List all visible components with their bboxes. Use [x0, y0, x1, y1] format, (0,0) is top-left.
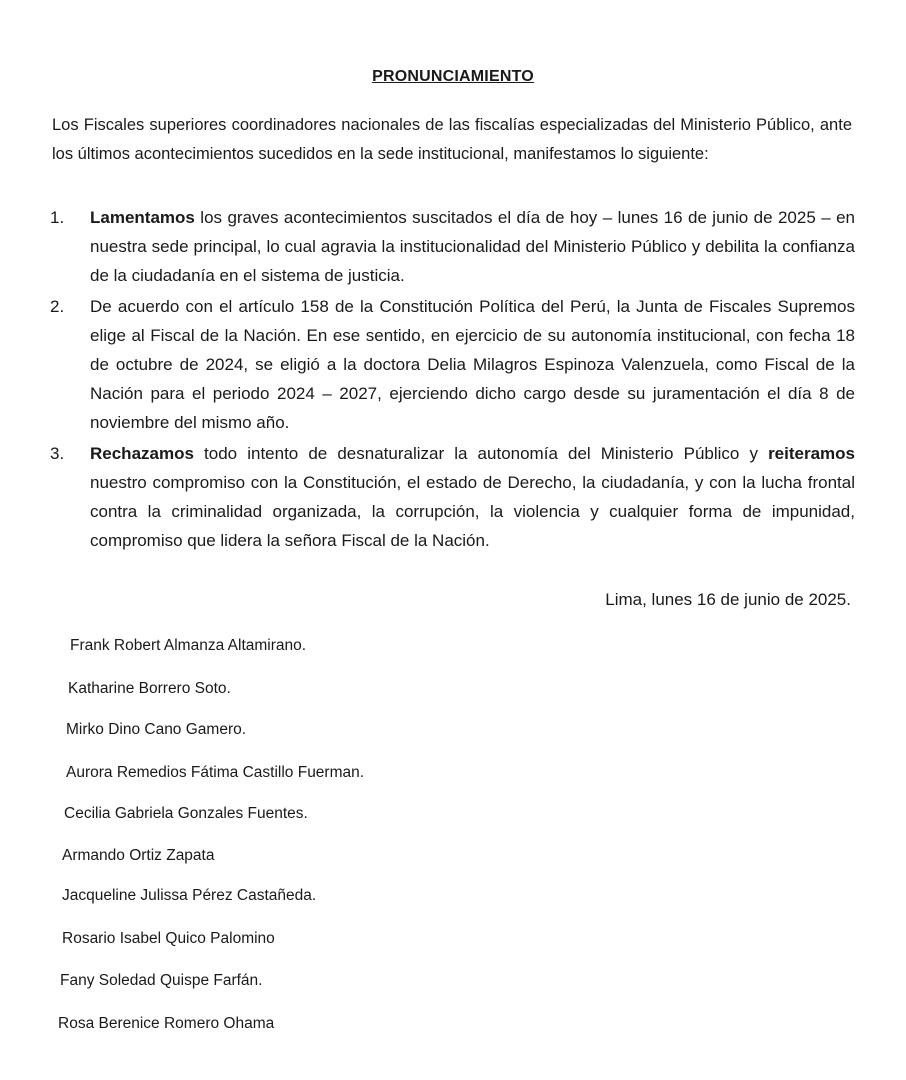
signer-name: Frank Robert Almanza Altamirano. [70, 637, 307, 654]
point-number: 3. [50, 444, 65, 463]
point-number: 2. [50, 297, 65, 316]
point-body: todo intento de desnaturalizar la autonomía del Ministerio Público y [193, 444, 769, 463]
point-bold: reiteramos [768, 444, 855, 463]
signer-name: Aurora Remedios Fátima Castillo Fuerman. [66, 764, 365, 781]
point-3 [45, 439, 855, 555]
intro-paragraph: Los Fiscales superiores coordinadores nacionales de las fiscalías especializadas del Ministerio Público, ante los últimos acontecimientos sucedidos en la sede institucional, manifestamos lo siguiente: [52, 116, 852, 163]
point-text: De acuerdo con el artículo 158 de la Constitución Política del Perú, la Junta de Fiscales Supremos elige al Fiscal de la Nación. En ese sentido, en ejercicio de su autonomía institucional, con fecha 18 de octubre de 2024, se eligió a la doctora Delia Milagros Espinoza Valenzuela, como Fiscal de la Nación para el periodo 2024 – 2027, ejerciendo dicho cargo desde su juramentación el día 8 de noviembre del mismo año. [90, 297, 855, 432]
signer-name: Jacqueline Julissa Pérez Castañeda. [62, 887, 317, 904]
point-2 [45, 292, 855, 437]
point-body: nuestro compromiso con la Constitución, el estado de Derecho, la ciudadanía, y con la lucha frontal contra la criminalidad organizada, la corrupción, la violencia y cualquier forma de impunidad, compromiso que lidera la señora Fiscal de la Nación. [90, 473, 855, 550]
document-title: PRONUNCIAMIENTO [372, 68, 534, 85]
point-1 [45, 203, 855, 290]
signer-name: Fany Soledad Quispe Farfán. [60, 972, 263, 989]
point-text [90, 439, 855, 555]
signer-name: Katharine Borrero Soto. [68, 680, 231, 697]
signer-name: Rosa Berenice Romero Ohama [58, 1015, 275, 1032]
point-body: los graves acontecimientos suscitados el día de hoy – lunes 16 de junio de 2025 – en nuestra sede principal, lo cual agravia la institucionalidad del Ministerio Público y debilita la confianza de la ciudadanía en el sistema de justicia. [90, 208, 855, 285]
signer-name: Mirko Dino Cano Gamero. [66, 721, 247, 738]
signer-name: Armando Ortiz Zapata [62, 847, 215, 864]
numbered-points [45, 203, 855, 557]
signer-name: Rosario Isabel Quico Palomino [62, 930, 275, 947]
signer-name: Cecilia Gabriela Gonzales Fuentes. [64, 805, 308, 822]
date-line: Lima, lunes 16 de junio de 2025. [605, 590, 851, 609]
point-bold: Lamentamos [90, 208, 195, 227]
point-number: 1. [50, 208, 65, 227]
point-bold: Rechazamos [90, 444, 194, 463]
point-text [90, 203, 855, 290]
